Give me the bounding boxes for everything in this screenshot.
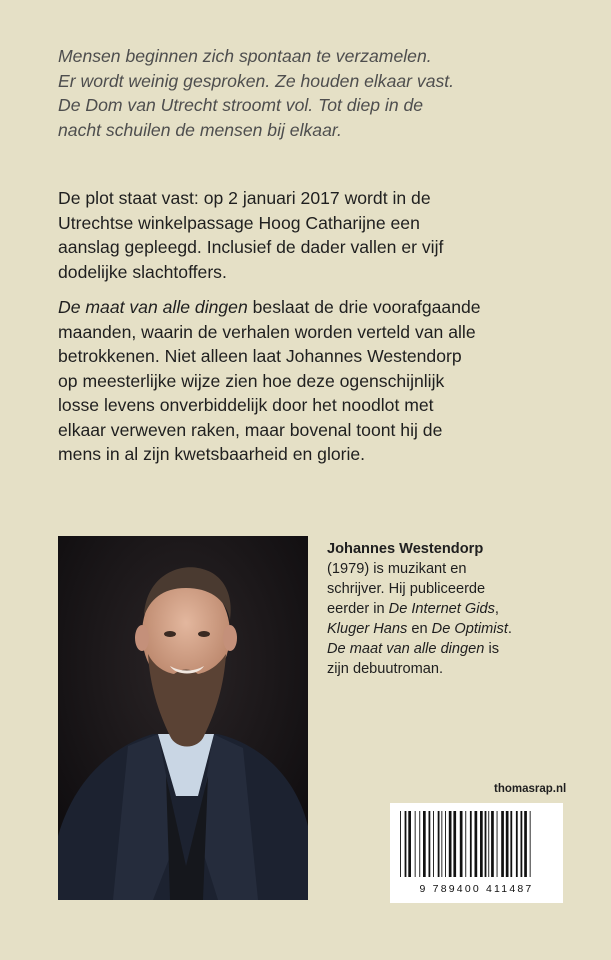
- barcode-bar: [497, 811, 498, 877]
- barcode-bar: [470, 811, 472, 877]
- bio-line: zijn debuutroman.: [327, 661, 444, 677]
- blurb-line: losse levens onverbiddelijk door het noodlot met: [58, 395, 434, 415]
- blurb-line: maanden, waarin de verhalen worden verteld van alle: [58, 321, 476, 342]
- barcode-bar: [429, 811, 431, 877]
- barcode-bar: [510, 811, 512, 877]
- bio-text: eerder in: [327, 601, 389, 617]
- quote-line: De Dom van Utrecht stroomt vol. Tot diep in de: [58, 95, 424, 115]
- barcode-bar: [491, 811, 494, 877]
- bio-text: en: [407, 621, 432, 637]
- bio-line: [327, 619, 567, 639]
- barcode-bar: [521, 811, 523, 877]
- bio-text: .: [507, 621, 512, 637]
- publication-title: De Internet Gids: [388, 601, 495, 617]
- quote-line: Er wordt weinig gesproken. Ze houden elkaar vast.: [58, 70, 455, 91]
- barcode-bar: [415, 811, 416, 877]
- barcode-bar: [460, 811, 463, 877]
- barcode-bar: [433, 811, 434, 877]
- author-portrait-illustration: [58, 536, 308, 900]
- author-photo: [58, 536, 308, 900]
- blurb-paragraph-plot: [58, 186, 578, 284]
- bio-line: [327, 599, 567, 619]
- book-blurb: [58, 186, 578, 467]
- author-name: Johannes Westendorp: [327, 541, 484, 557]
- isbn-number: 9 789400 411487: [419, 883, 534, 895]
- barcode-bar: [408, 811, 411, 877]
- blurb-line: De plot staat vast: op 2 januari 2017 wordt in de: [58, 188, 431, 208]
- quote-line: Mensen beginnen zich spontaan te verzamelen.: [58, 46, 432, 66]
- blurb-line: dodelijke slachtoffers.: [58, 261, 227, 282]
- author-bio: [327, 539, 567, 679]
- barcode-bar: [438, 811, 440, 877]
- blurb-line: aanslag gepleegd. Inclusief de dader vallen er vijf: [58, 237, 444, 257]
- barcode-bar: [419, 811, 420, 877]
- blurb-text: beslaat de drie voorafgaande: [247, 297, 481, 317]
- barcode-bar: [465, 811, 466, 877]
- barcode-bar: [488, 811, 489, 877]
- barcode-bar: [516, 811, 518, 877]
- publication-title: Kluger Hans: [327, 621, 408, 637]
- barcode-bar: [445, 811, 446, 877]
- blurb-line: elkaar verweven raken, maar bovenal toont hij de: [58, 419, 443, 440]
- barcode-bar: [449, 811, 452, 877]
- barcode-bar: [405, 811, 407, 877]
- bio-line: schrijver. Hij publiceerde: [327, 581, 486, 597]
- blurb-line: [58, 295, 578, 320]
- blurb-line: mens in al zijn kwetsbaarheid en glorie.: [58, 444, 366, 464]
- book-title-italic: De maat van alle dingen: [58, 297, 248, 317]
- barcode-bar: [400, 811, 401, 877]
- barcode-bar: [485, 811, 487, 877]
- bio-text: is: [484, 641, 499, 657]
- barcode-bar: [423, 811, 426, 877]
- barcode-bar: [480, 811, 483, 877]
- publisher-url: thomasrap.nl: [494, 783, 567, 795]
- barcode-bar: [530, 811, 531, 877]
- publication-title: De Optimist: [431, 621, 508, 637]
- bio-text: ,: [494, 601, 499, 617]
- back-cover-quote: [58, 44, 558, 142]
- book-title-italic: De maat van alle dingen: [327, 641, 485, 657]
- bio-line: [327, 639, 567, 659]
- barcode-bar: [441, 811, 442, 877]
- blurb-paragraph-summary: [58, 295, 578, 467]
- barcode-bar: [524, 811, 527, 877]
- blurb-line: betrokkenen. Niet alleen laat Johannes Westendorp: [58, 346, 462, 366]
- blurb-line: op meesterlijke wijze zien hoe deze ogenschijnlijk: [58, 370, 445, 391]
- quote-line: nacht schuilen de mensen bij elkaar.: [58, 119, 342, 140]
- barcode-bar: [506, 811, 509, 877]
- barcode-bar: [475, 811, 478, 877]
- bio-line: (1979) is muzikant en: [327, 561, 467, 577]
- isbn-barcode: [390, 803, 563, 903]
- barcode-bar: [453, 811, 456, 877]
- barcode-bars: [390, 803, 563, 883]
- barcode-bar: [501, 811, 504, 877]
- blurb-line: Utrechtse winkelpassage Hoog Catharijne een: [58, 212, 420, 233]
